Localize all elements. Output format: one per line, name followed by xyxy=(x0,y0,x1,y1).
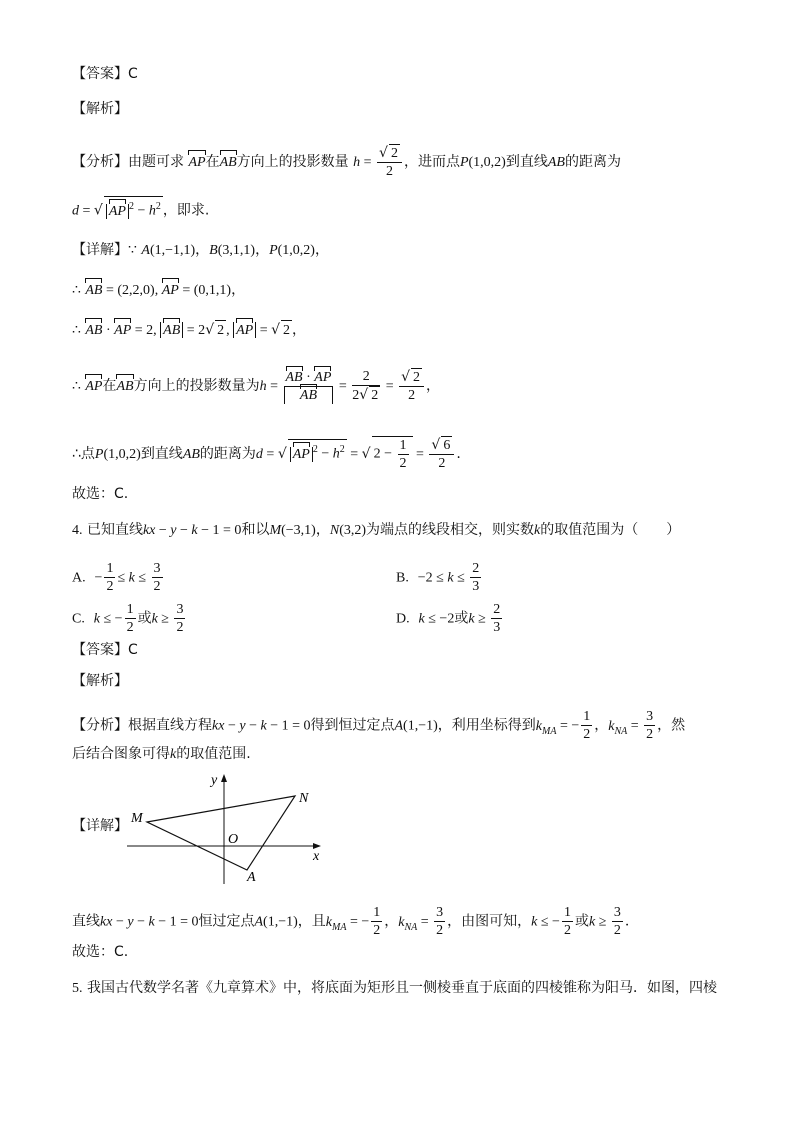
q3-detail-line-5: ∴点P(1,0,2)到直线AB的距离为d = √ AP $^2 - h^2$ = √ 2 − $\frac{1}{2}$ = $\frac{√ 6}{2}$ . xyxy=(72,437,461,472)
q3-detail-line-4: ∴ AP在AB方向上的投影数量为h = $\frac{AB \cdot AP}{AB}$ = $\frac{2}{2√ 2}$ = $\frac{√ 2}{2}$ ， xyxy=(72,369,441,403)
fraction: $\frac{√ 2}{2}$ xyxy=(377,144,402,180)
triangle-mna xyxy=(147,796,295,870)
q4-option-b: B. −2 ≤ k ≤ $\frac{2}{3}$ xyxy=(396,561,480,594)
q3-answer-line xyxy=(72,64,138,84)
analysis-label: 【分析】 xyxy=(72,154,128,170)
label-m: M xyxy=(131,811,143,826)
q4-option-a: A. − $\frac{1}{2}$ ≤ k ≤ $\frac{3}{2}$ xyxy=(72,561,161,594)
q4-analysis-line-1: 【分析】根据直线方程kx − y − k − 1 = 0得到恒过定点A(1,−1)，利用坐标得到$k_{MA}$ = − $\frac{1}{2}$ ，$k_{NA}$ = $\frac{3}{2}$ ，然 xyxy=(72,709,686,742)
label-a: A xyxy=(247,870,256,885)
q3-detail-line-3: ∴ AB · AP = 2, AB = 2√ 2 , AP = √ 2 ， xyxy=(72,320,306,341)
q4-option-d: D. k ≤ −2或k ≥ $\frac{2}{3}$ xyxy=(396,602,501,635)
q3-detail-line-2: ∴ AB = (2,2,0), AP = (0,1,1)， xyxy=(72,280,245,301)
q3-choose: 故选：C. xyxy=(72,486,129,502)
q3-explain-label-line xyxy=(72,99,128,119)
vector-ap: AP xyxy=(188,153,205,173)
q4-figure xyxy=(125,770,330,888)
label-y: y xyxy=(211,773,218,788)
q4-detail-line: 直线kx − y − k − 1 = 0恒过定点A(1,−1)，且$k_{MA}$ = − $\frac{1}{2}$ ，$k_{NA}$ = $\frac{3}{2}$ ，由图可知，k ≤ − $\frac{1}{2}$ 或k ≥ $\frac{3}{2}$ . xyxy=(72,905,630,938)
y-axis-arrow xyxy=(221,774,227,782)
q4-stem: 4. 已知直线kx − y − k − 1 = 0和以M(−3,1)，N(3,2)为端点的线段相交，则实数k的取值范围为（ ） xyxy=(72,522,681,538)
detail-label: 【详解】 xyxy=(72,242,128,258)
q3-analysis-line-2: d = √ AP $^2 - h^2$ ，即求. xyxy=(72,196,209,222)
label-o: O xyxy=(228,832,239,847)
q4-detail-label-line: 【详解】 xyxy=(72,818,128,834)
q5-stem: 5. 我国古代数学名著《九章算术》中，将底面为矩形且一侧棱垂直于底面的四棱锥称为阳马．如图，四棱 xyxy=(72,980,717,996)
q4-choose: 故选：C. xyxy=(72,944,129,960)
q4-answer-line: 【答案】C xyxy=(72,642,138,658)
q3-detail-line-1: 【详解】∵ A(1,−1,1)，B(3,1,1)，P(1,0,2)， xyxy=(72,242,329,258)
q4-analysis-line-2: 后结合图象可得k的取值范围. xyxy=(72,746,251,762)
q3-analysis-line-1: 【分析】由题可求 AP在AB方向上的投影数量 h = $\frac{√ 2}{2}$ ，进而点P(1,0,2)到直线AB的距离为 xyxy=(72,145,621,179)
label-n: N xyxy=(299,791,309,806)
q4-option-c: C. k ≤ − $\frac{1}{2}$ 或k ≥ $\frac{3}{2}$ xyxy=(72,602,184,635)
vector-ab: AB xyxy=(220,153,237,173)
explain-label: 【解析】 xyxy=(72,101,128,117)
answer-value: C xyxy=(128,66,138,82)
answer-label: 【答案】 xyxy=(72,66,128,82)
q4-explain-label-line: 【解析】 xyxy=(72,673,128,689)
label-x: x xyxy=(313,849,320,864)
